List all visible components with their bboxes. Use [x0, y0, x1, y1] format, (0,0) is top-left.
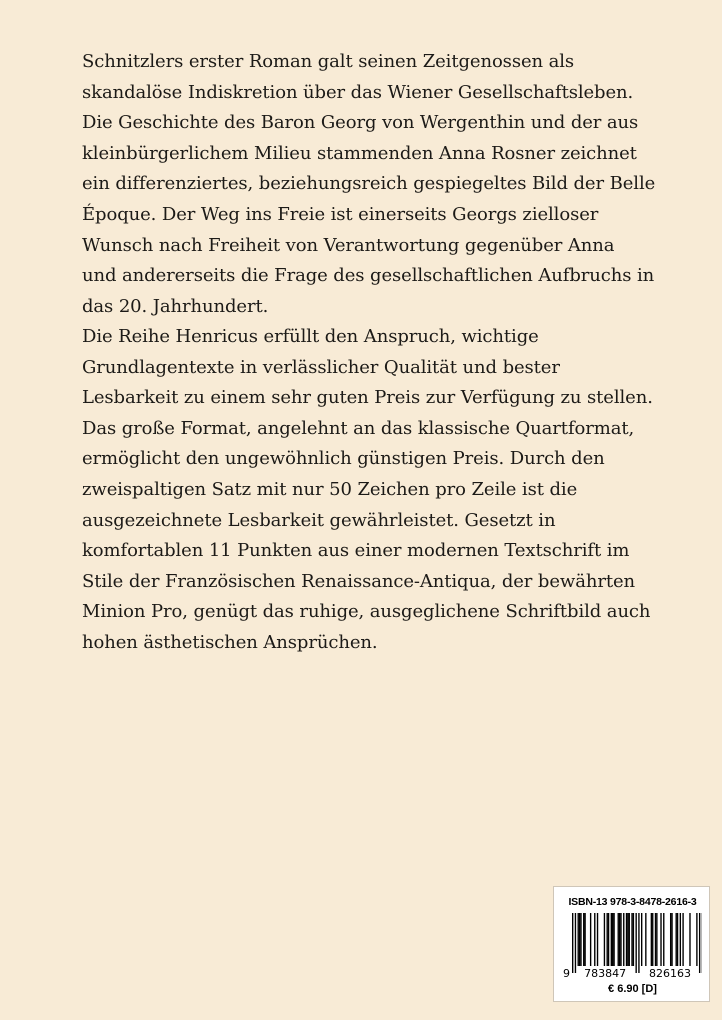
- barcode-bar: [652, 913, 653, 966]
- barcode-bar: [620, 913, 621, 966]
- barcode-bar: [696, 913, 697, 966]
- barcode-bar: [583, 913, 584, 966]
- text-line: Grundlagentexte in verlässlicher Qualität und bester: [82, 356, 560, 378]
- barcode-bar: [631, 913, 632, 966]
- text-line: ausgezeichnete Lesbarkeit gewährleistet. Gesetzt in: [82, 509, 556, 531]
- barcode-bar: [594, 913, 595, 966]
- barcode-bar: [627, 913, 628, 966]
- barcode-bar: [660, 913, 661, 966]
- barcode-digit-group: 826163: [648, 967, 691, 979]
- price-label: € 6.90 [D]: [608, 983, 657, 995]
- barcode-bar: [626, 913, 627, 966]
- text-line: Minion Pro, genügt das ruhige, ausgeglichene Schriftbild auch: [82, 601, 651, 623]
- text-line: ein differenziertes, beziehungsreich gespiegeltes Bild der Belle: [82, 173, 656, 195]
- barcode-bar: [655, 913, 656, 966]
- barcode-bar: [618, 913, 619, 966]
- barcode-bar: [604, 913, 605, 966]
- barcode-bar: [670, 913, 671, 966]
- text-line: Schnitzlers erster Roman galt seinen Zeitgenossen als: [82, 51, 575, 72]
- barcode-bar: [638, 913, 639, 973]
- barcode-digits: [563, 967, 691, 979]
- text-line: Das große Format, angelehnt an das klassische Quartformat,: [82, 417, 635, 439]
- barcode-bar: [578, 913, 579, 966]
- barcode-bar: [623, 913, 624, 966]
- blurb-paragraph-1: [82, 47, 682, 322]
- barcode-bar: [613, 913, 614, 966]
- barcode-bar: [572, 913, 573, 973]
- blurb-paragraph-2: [82, 322, 682, 659]
- barcode-bar: [677, 913, 678, 966]
- text-line: hohen ästhetischen Ansprüchen.: [82, 631, 378, 653]
- barcode-bar: [612, 913, 613, 966]
- barcode-bar: [597, 913, 598, 966]
- barcode-bar: [651, 913, 652, 966]
- text-line: Die Geschichte des Baron Georg von Wergenthin und der aus: [82, 112, 639, 134]
- barcode-graphic: [562, 913, 702, 979]
- barcode-bar: [682, 913, 683, 966]
- barcode-bar: [635, 913, 636, 973]
- text-line: zweispaltigen Satz mit nur 50 Zeichen pro Zeile ist die: [82, 478, 578, 500]
- barcode-bar: [656, 913, 657, 966]
- barcode-bar: [607, 913, 608, 966]
- barcode-bars: [572, 913, 702, 973]
- isbn-barcode-label: [553, 886, 710, 1002]
- barcode-bar: [645, 913, 646, 966]
- text-line: Époque. Der Weg ins Freie ist einerseits Georgs zielloser: [82, 203, 599, 225]
- barcode-bar: [641, 913, 642, 966]
- barcode-bar: [680, 913, 681, 966]
- barcode-bar: [619, 913, 620, 966]
- barcode-bar: [629, 913, 630, 966]
- text-line: kleinbürgerlichem Milieu stammenden Anna Rosner zeichnet: [82, 142, 637, 164]
- text-line: Die Reihe Henricus erfüllt den Anspruch, wichtige: [82, 326, 539, 347]
- barcode-bar: [584, 913, 585, 966]
- text-line: Lesbarkeit zu einem sehr guten Preis zur Verfügung zu stellen.: [82, 387, 653, 409]
- barcode-bar: [633, 913, 634, 966]
- barcode-bar: [575, 913, 576, 973]
- barcode-bar: [590, 913, 591, 966]
- barcode-bar: [579, 913, 580, 966]
- text-line: Stile der Französischen Renaissance-Antiqua, der bewährten: [82, 570, 636, 592]
- barcode-bar: [671, 913, 672, 966]
- barcode-bar: [608, 913, 609, 966]
- isbn-number: ISBN-13 978-3-8478-2616-3: [568, 896, 697, 908]
- text-line: ermöglicht den ungewöhnlich günstigen Preis. Durch den: [82, 448, 605, 470]
- barcode-bar: [699, 913, 700, 973]
- text-line: und andererseits die Frage des gesellschaftlichen Aufbruchs in: [82, 265, 655, 287]
- barcode-bar: [611, 913, 612, 966]
- barcode-bar: [676, 913, 677, 966]
- barcode-digit-group: 9: [563, 967, 570, 979]
- text-line: skandalöse Indiskretion über das Wiener Gesellschaftsleben.: [82, 81, 634, 103]
- barcode-bar: [580, 913, 581, 966]
- barcode-bar: [689, 913, 690, 966]
- text-line: das 20. Jahrhundert.: [82, 295, 269, 317]
- barcode-bar: [663, 913, 664, 966]
- barcode-digit-group: 783847: [584, 967, 627, 979]
- text-line: komfortablen 11 Punkten aus einer modernen Textschrift im: [82, 540, 630, 562]
- text-line: Wunsch nach Freiheit von Verantwortung gegenüber Anna: [82, 234, 615, 256]
